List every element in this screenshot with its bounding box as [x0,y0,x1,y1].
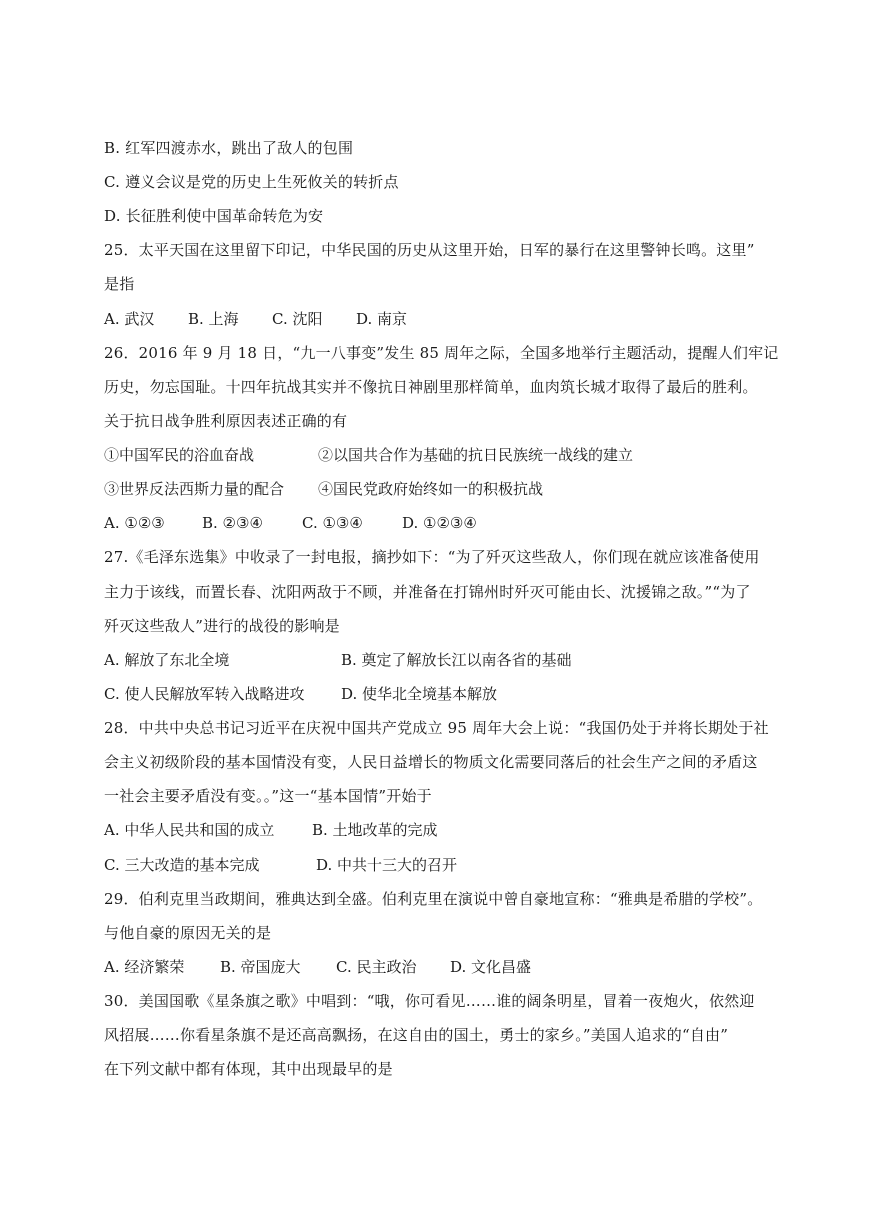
q25-option-b: B. 上海 [188,310,239,328]
q28-option-b: B. 土地改革的完成 [312,821,438,839]
q28-option-d: D. 中共十三大的召开 [316,856,458,874]
q27-option-c: C. 使人民解放军转入战略进攻 [104,685,305,703]
q30-stem-line1: 30．美国国歌《星条旗之歌》中唱到：“哦，你可看见……谁的阔条明星，冒着一夜炮火，依然迎 [104,992,755,1010]
option-c-prev: C. 遵义会议是党的历史上生死攸关的转折点 [104,173,399,191]
q27-option-d: D. 使华北全境基本解放 [341,685,498,703]
q25-stem-line2: 是指 [104,275,135,293]
q29-stem-line1: 29．伯利克里当政期间，雅典达到全盛。伯利克里在演说中曾自豪地宣称：“雅典是希腊的学校”。 [104,890,763,908]
option-d-prev: D. 长征胜利使中国革命转危为安 [104,207,324,225]
q29-stem-line2: 与他自豪的原因无关的是 [104,924,272,942]
option-b-prev: B. 红军四渡赤水，跳出了敌人的包围 [104,139,354,157]
q28-stem-line1: 28．中共中央总书记习近平在庆祝中国共产党成立 95 周年大会上说：“我国仍处于并将长期处于社 [104,719,769,737]
q26-option-c: C. ①③④ [302,514,363,532]
q26-items-row2 [104,479,784,499]
q26-item-3: ③世界反法西斯力量的配合 [104,480,285,498]
q28-stem-line2: 会主义初级阶段的基本国情没有变，人民日益增长的物质文化需要同落后的社会生产之间的矛盾这 [104,753,758,771]
q25-stem-line1: 25．太平天国在这里留下印记，中华民国的历史从这里开始，日军的暴行在这里警钟长鸣。这里” [104,241,755,259]
q26-options [104,513,784,533]
q27-stem-line1: 27.《毛泽东选集》中收录了一封电报，摘抄如下：“为了歼灭这些敌人，你们现在就应该准备使用 [104,548,760,566]
q30-stem-line2: 风招展……你看星条旗不是还高高飘扬，在这自由的国土，勇士的家乡。”美国人追求的“自由” [104,1026,729,1044]
q26-items-row1 [104,445,784,465]
q26-item-1: ①中国军民的浴血奋战 [104,446,255,464]
q25-options [104,309,784,329]
q26-item-4: ④国民党政府始终如一的积极抗战 [318,480,544,498]
q27-option-a: A. 解放了东北全境 [104,651,230,669]
q26-stem-line2: 历史，勿忘国耻。十四年抗战其实并不像抗日神剧里那样简单，血肉筑长城才取得了最后的胜利。 [104,378,758,396]
q29-option-a: A. 经济繁荣 [104,958,185,976]
q28-stem-line3: 一社会主要矛盾没有变。。”这一“基本国情”开始于 [104,787,432,805]
q27-stem-line2: 主力于该线，而置长春、沈阳两敌于不顾，并准备在打锦州时歼灭可能由长、沈援锦之敌。”“为了 [104,583,751,601]
q30-stem-line3: 在下列文献中都有体现，其中出现最早的是 [104,1060,393,1078]
q28-options-row2 [104,855,784,875]
q26-option-d: D. ①②③④ [402,514,477,532]
q28-option-c: C. 三大改造的基本完成 [104,856,260,874]
q26-stem-line1: 26．2016 年 9 月 18 日，“九一八事变”发生 85 周年之际，全国多地举行主题活动，提醒人们牢记 [104,344,779,362]
q28-options-row1 [104,820,784,840]
q28-option-a: A. 中华人民共和国的成立 [104,821,275,839]
q25-option-c: C. 沈阳 [272,310,323,328]
q27-options-row1 [104,650,784,670]
q29-options [104,957,784,977]
q25-option-d: D. 南京 [356,310,408,328]
q27-stem-line3: 歼灭这些敌人”进行的战役的影响是 [104,617,340,635]
q26-item-2: ②以国共合作为基础的抗日民族统一战线的建立 [318,446,634,464]
q27-option-b: B. 奠定了解放长江以南各省的基础 [341,651,572,669]
q29-option-d: D. 文化昌盛 [450,958,532,976]
q27-options-row2 [104,684,784,704]
q26-option-b: B. ②③④ [202,514,263,532]
q26-stem-line3: 关于抗日战争胜利原因表述正确的有 [104,412,348,430]
q29-option-c: C. 民主政治 [336,958,417,976]
q26-option-a: A. ①②③ [104,514,165,532]
q29-option-b: B. 帝国庞大 [220,958,301,976]
q25-option-a: A. 武汉 [104,310,155,328]
